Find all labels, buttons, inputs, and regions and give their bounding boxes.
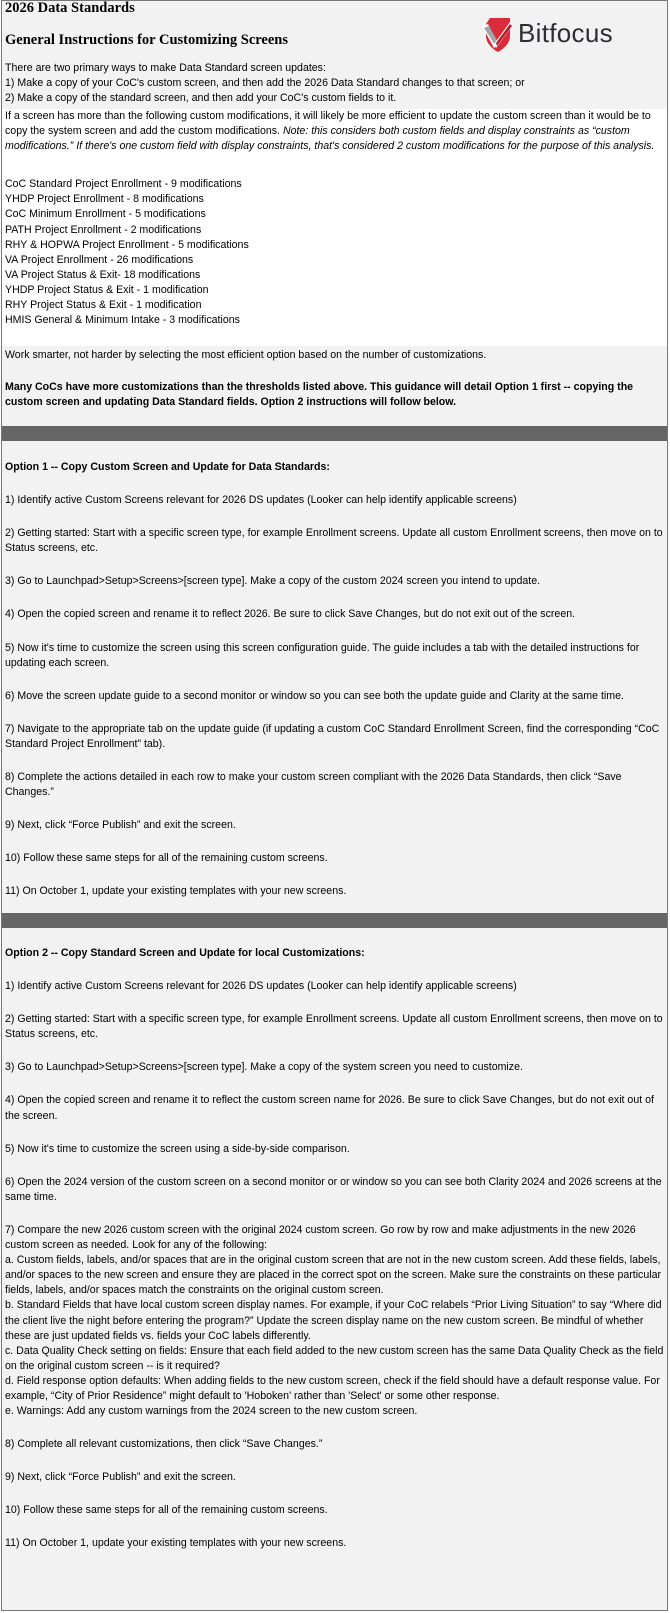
option2-step7-item: a. Custom fields, labels, and/or spaces that are in the original custom screen that are not in the new custom screen. Add these fields, labels, and/or spaces to the new screen and ensure they are placed in the correct spot on the screen. Make sure the constraints on these particular fields, labels, and/or spaces match the constraints on the original custom screen.: [5, 1254, 662, 1297]
threshold-note: Note: this considers both custom fields and display constraints as “custom modifications.” If there's one custom field with display constraints, that's considered 2 custom modifications for the purpose of this analysis.: [5, 125, 655, 153]
page-subtitle: General Instructions for Customizing Screens: [5, 32, 289, 48]
option2-step: 8) Complete all relevant customizations, then click “Save Changes.”: [5, 1438, 323, 1451]
intro-line: 1) Make a copy of your CoC's custom screen, and then add the 2026 Data Standard changes to that screen; or: [5, 77, 525, 90]
option2-step: 4) Open the copied screen and rename it to reflect the custom screen name for 2026. Be sure to click Save Changes, but do not exit out of the screen.: [5, 1094, 654, 1122]
threshold-block: [2, 109, 667, 346]
option2-heading: Option 2 -- Copy Standard Screen and Update for local Customizations:: [5, 947, 365, 959]
option2-step7-item: b. Standard Fields that have local custom screen display names. For example, if your CoC relabels “Prior Living Situation” to say “Where did the client live the night before entering the program?” Update the screen display name on the new custom screen. Be mindful of whether these are just updated fields vs. fields your CoC labels differently.: [5, 1299, 662, 1342]
threshold-item: CoC Minimum Enrollment - 5 modifications: [5, 208, 206, 221]
guidance-note: Many CoCs have more customizations than the thresholds listed above. This guidance will detail Option 1 first -- copying the custom screen and updating Data Standard fields. Option 2 instructions will follow below.: [2, 380, 667, 410]
option2-step7-item: d. Field response option defaults: When adding fields to the new custom screen, check if the field should have a default response value. For example, “City of Prior Residence” might default to 'Hoboken' rather than 'Select' or some other response.: [5, 1374, 660, 1402]
intro-line: 2) Make a copy of the standard screen, and then add your CoC's custom fields to it.: [5, 92, 397, 105]
option2-section: [2, 946, 667, 1552]
threshold-paragraph: [5, 109, 664, 154]
option1-step: 3) Go to Launchpad>Setup>Screens>[screen type]. Make a copy of the custom 2024 screen you intend to update.: [5, 575, 541, 588]
threshold-item: RHY & HOPWA Project Enrollment - 5 modifications: [5, 238, 249, 251]
option1-step: 8) Complete the actions detailed in each row to make your custom screen compliant with the 2026 Data Standards, then click “Save Changes.”: [5, 771, 622, 799]
threshold-item: VA Project Enrollment - 26 modifications: [5, 253, 194, 266]
logo-wordmark: Bitfocus: [518, 18, 613, 48]
threshold-text: If a screen has more than the following custom modifications, it will likely be more efficient to update the custom screen than it would be to copy the system screen and add the custom modifications.: [5, 110, 651, 138]
option2-step7-intro: 7) Compare the new 2026 custom screen with the original 2024 custom screen. Go row by row and make adjustments in the new 2026 custom screen as needed. Look for any of the following:: [5, 1223, 636, 1252]
option1-section: [2, 460, 667, 900]
option2-step7-item: c. Data Quality Check setting on fields: Ensure that each field added to the new custom screen has the same Data Quality Check as the field on the original custom screen -- is it required?: [5, 1344, 664, 1372]
option2-step: 2) Getting started: Start with a specific screen type, for example Enrollment screens. Update all custom Enrollment screens, then move on to Status screens, etc.: [5, 1013, 663, 1041]
option1-step: 10) Follow these same steps for all of the remaining custom screens.: [5, 852, 328, 865]
bitfocus-logo-icon: [480, 14, 516, 54]
option1-heading: Option 1 -- Copy Custom Screen and Update for Data Standards:: [5, 461, 330, 473]
option2-step: 6) Open the 2024 version of the custom screen on a second monitor or or window so you can see both Clarity 2024 and 2026 screens at the same time.: [5, 1175, 662, 1203]
option1-step: 6) Move the screen update guide to a second monitor or window so you can see both the update guide and Clarity at the same time.: [5, 689, 624, 702]
option1-step: 11) On October 1, update your existing templates with your new screens.: [5, 885, 347, 898]
smarter-note: Work smarter, not harder by selecting the most efficient option based on the number of customizations.: [2, 348, 667, 363]
threshold-item: CoC Standard Project Enrollment - 9 modifications: [5, 178, 242, 191]
option2-step: 5) Now it's time to customize the screen using a side-by-side comparison.: [5, 1142, 350, 1155]
page-title: 2026 Data Standards: [5, 0, 135, 16]
option2-step: 11) On October 1, update your existing templates with your new screens.: [5, 1537, 347, 1550]
option2-step7-item: e. Warnings: Add any custom warnings from the 2024 screen to the new custom screen.: [5, 1405, 418, 1418]
threshold-item: RHY Project Status & Exit - 1 modification: [5, 299, 202, 312]
bitfocus-logo: [480, 14, 650, 54]
intro-line: There are two primary ways to make Data Standard screen updates:: [5, 62, 326, 74]
option1-step: 5) Now it's time to customize the screen using this screen configuration guide. The guide includes a tab with the detailed instructions for updating each screen.: [5, 641, 640, 669]
option1-step: 1) Identify active Custom Screens relevant for 2026 DS updates (Looker can help identify applicable screens): [5, 494, 517, 507]
threshold-item: HMIS General & Minimum Intake - 3 modifications: [5, 314, 240, 327]
threshold-item: VA Project Status & Exit- 18 modifications: [5, 268, 201, 281]
option2-step: 1) Identify active Custom Screens relevant for 2026 DS updates (Looker can help identify applicable screens): [5, 980, 517, 993]
threshold-item: PATH Project Enrollment - 2 modifications: [5, 223, 202, 236]
spreadsheet: [1, 0, 668, 1611]
section-divider: [2, 913, 667, 928]
header-block: [2, 1, 667, 61]
intro-block: [2, 61, 667, 106]
option1-step: 9) Next, click “Force Publish” and exit the screen.: [5, 819, 236, 832]
threshold-item: YHDP Project Enrollment - 8 modifications: [5, 193, 204, 206]
threshold-item: YHDP Project Status & Exit - 1 modification: [5, 283, 209, 296]
option2-step: 10) Follow these same steps for all of the remaining custom screens.: [5, 1504, 328, 1517]
section-divider: [2, 426, 667, 441]
option1-step: 4) Open the copied screen and rename it to reflect 2026. Be sure to click Save Changes, but do not exit out of the screen.: [5, 608, 576, 621]
option1-step: 7) Navigate to the appropriate tab on the update guide (if updating a custom CoC Standard Enrollment Screen, find the corresponding “CoC Standard Project Enrollment” tab).: [5, 722, 660, 750]
option2-step: 3) Go to Launchpad>Setup>Screens>[screen type]. Make a copy of the system screen you need to customize.: [5, 1061, 523, 1074]
option1-step: 2) Getting started: Start with a specific screen type, for example Enrollment screens. Update all custom Enrollment screens, then move on to Status screens, etc.: [5, 527, 663, 555]
option2-step: 9) Next, click “Force Publish” and exit the screen.: [5, 1471, 236, 1484]
